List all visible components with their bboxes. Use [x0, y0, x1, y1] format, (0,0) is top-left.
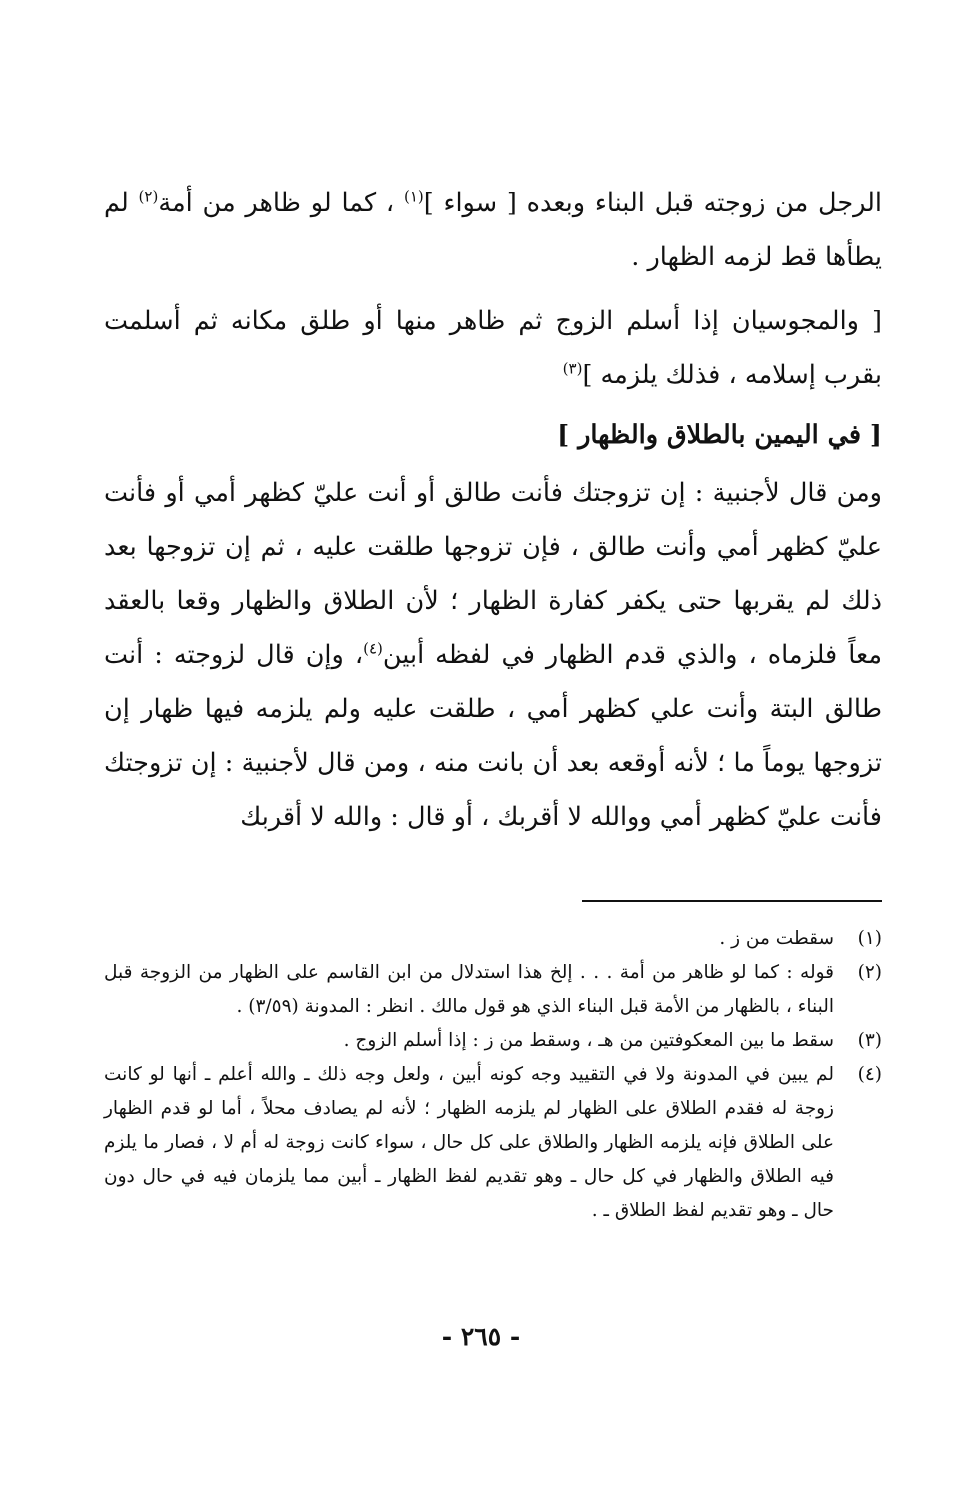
paragraph-3-part-a: ومن قال لأجنبية : إن تزوجتك فأنت طالق أو أنت عليّ كظهر أمي أو فأنت عليّ كظهر أمي وأنت طالق ، فإن تزوجها طلقت عليه ، ثم إن تزوجها بعد ذلك لم يقربها حتى يكفر كفارة الظهار ؛ لأن الطلاق والظهار وقعا بالعقد معاً فلزماه ، والذي قدم الظهار في لفظه أبين — [104, 478, 882, 670]
footnote-number: (١) — [857, 928, 882, 949]
paragraph-1 — [104, 176, 882, 284]
page-number: - ٢٦٥ - — [441, 1322, 521, 1351]
footnote-text: لم يبين في المدونة ولا في التقييد وجه كونه أبين ، ولعل وجه ذلك ـ والله أعلم ـ أنها لو كانت زوجة له فقدم الطلاق على الظهار لم يلزمه الظهار ؛ لأنه لم يصادف محلاً ، أما لو قدم الظهار على الطلاق فإنه يلزمه الظهار والطلاق على كل حال ، سواء كانت زوجة له أم لا ، فصار ما يلزم فيه الطلاق والظهار في كل حال ـ وهو تقديم لفظ الظهار ـ أبين مما يلزمان فيه في حال دون حال ـ وهو تقديم لفظ الطلاق ـ . — [104, 1064, 834, 1221]
footnote-text: سقط ما بين المعكوفتين من هـ ، وسقط من ز : إذا أسلم الزوج . — [343, 1030, 834, 1051]
paragraph-2 — [104, 294, 882, 402]
footnote-text: قوله : كما لو ظاهر من أمة . . . إلخ هذا استدلال من ابن القاسم على الظهار من الزوجة قبل البناء ، بالظهار من الأمة قبل البناء الذي هو قول مالك . انظر : المدونة (٣/٥٩) . — [104, 962, 834, 1017]
paragraph-3-part-b: ، وإن قال لزوجته : أنت طالق البتة وأنت علي كظهر أمي ، طلقت عليه ولم يلزمه فيها ظهار إن تزوجها يوماً ما ؛ لأنه أوقعه بعد أن بانت منه ، ومن قال لأجنبية : إن تزوجتك فأنت عليّ كظهر أمي ووالله لا أقربك ، أو قال : والله لا أقربك — [104, 640, 882, 832]
paragraph-3 — [104, 466, 882, 844]
footnote-4 — [104, 1058, 882, 1228]
section-heading: [ في اليمين بالطلاق والظهار ] — [557, 420, 882, 450]
footnote-separator — [582, 900, 882, 902]
footnote-3 — [104, 1024, 882, 1058]
paragraph-1-part-a: الرجل من زوجته قبل البناء وبعده [ سواء ] — [423, 188, 883, 218]
footnote-1 — [104, 922, 882, 956]
footnotes — [104, 922, 882, 1228]
footnote-ref-4: (٤) — [363, 639, 383, 658]
footnote-2 — [104, 956, 882, 1024]
footnote-ref-3: (٣) — [562, 359, 583, 378]
paragraph-1-part-c: لم يطأها قط لزمه الظهار . — [104, 188, 882, 272]
main-text — [104, 176, 882, 844]
footnote-text: سقطت من ز . — [719, 928, 834, 949]
footnote-ref-2: (٢) — [138, 187, 159, 206]
paragraph-1-part-b: ، كما لو ظاهر من أمة — [158, 188, 395, 218]
footnote-ref-1: (١) — [403, 187, 424, 206]
footnote-number: (٤) — [857, 1064, 882, 1085]
footnote-number: (٢) — [857, 962, 882, 983]
paragraph-2-text: [ والمجوسيان إذا أسلم الزوج ثم ظاهر منها أو طلق مكانه ثم أسلمت بقرب إسلامه ، فذلك يلزمه ] — [104, 306, 882, 390]
footnote-number: (٣) — [857, 1030, 882, 1051]
